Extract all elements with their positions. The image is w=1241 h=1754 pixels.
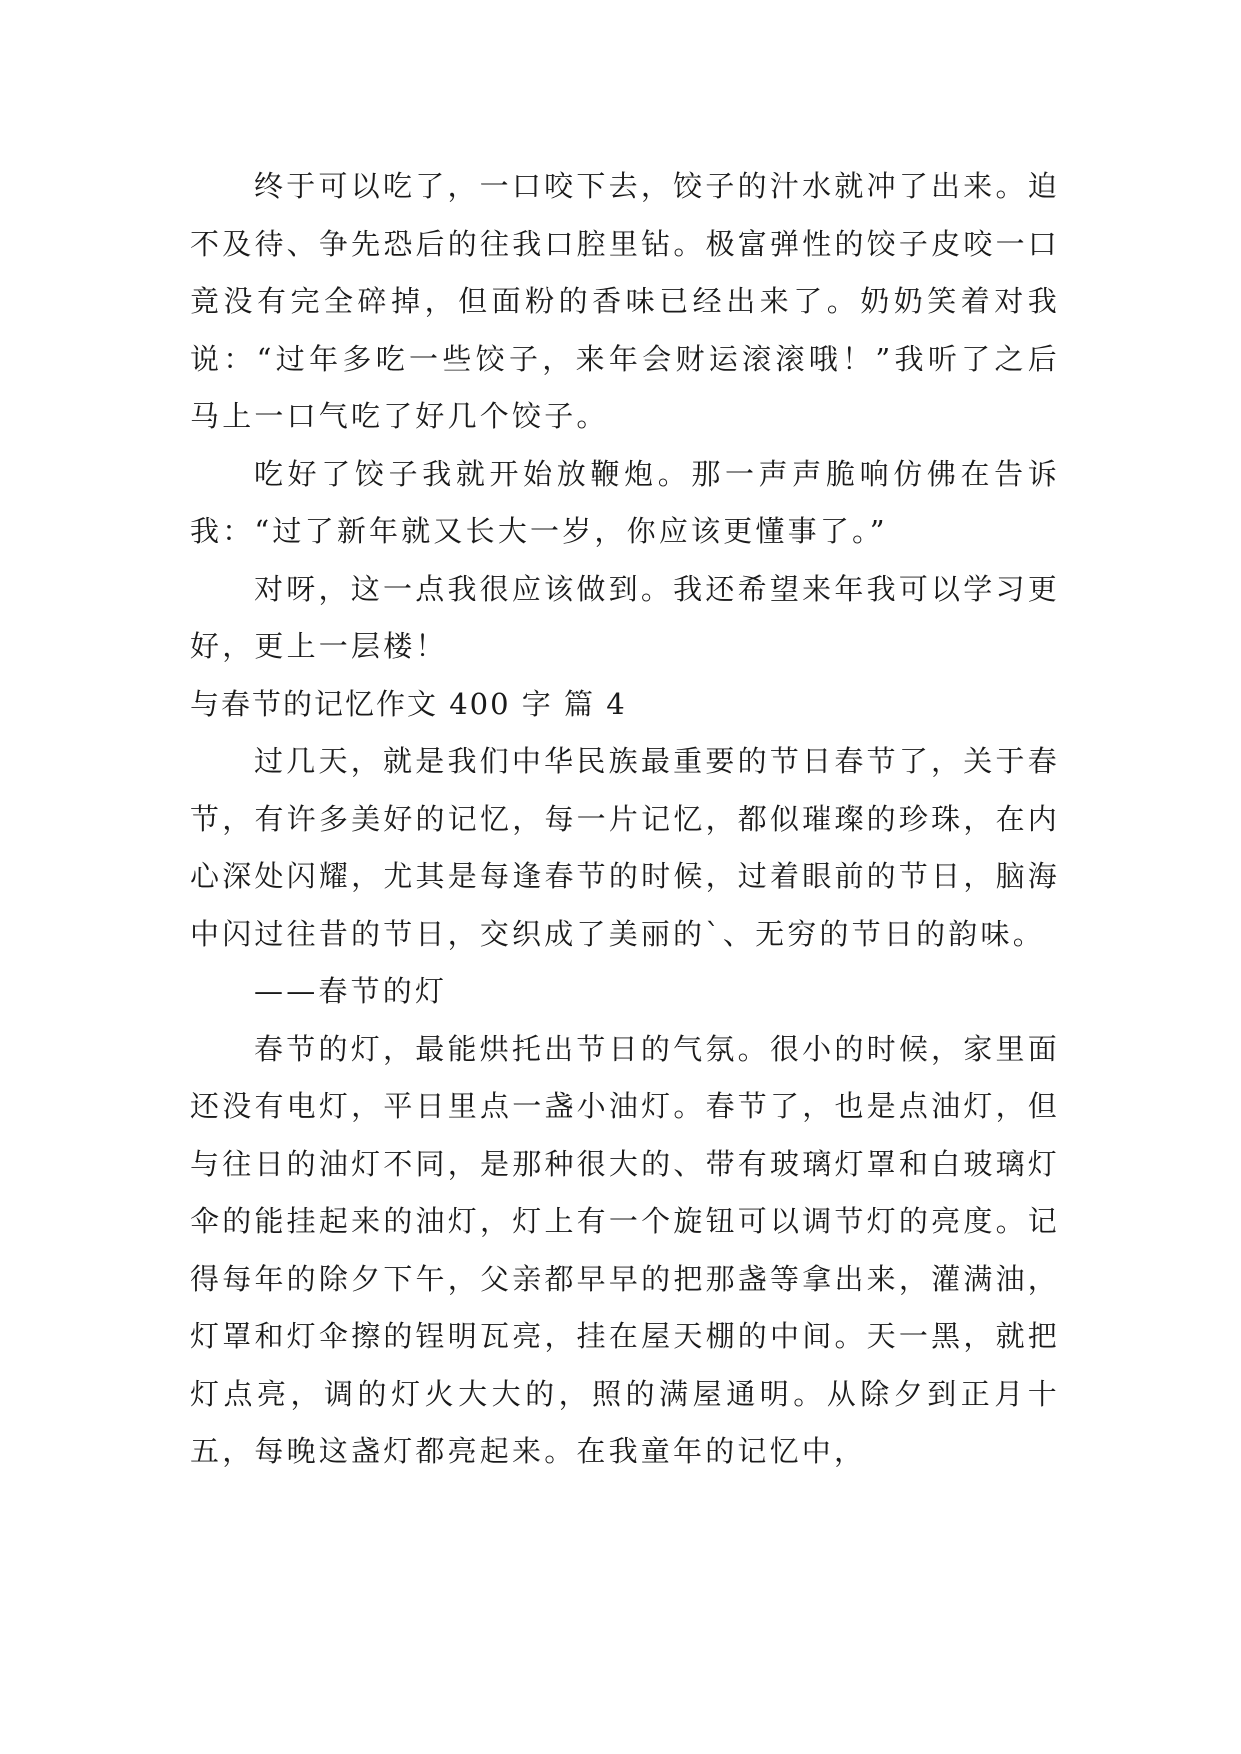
- paragraph-dumplings: 终于可以吃了，一口咬下去，饺子的汁水就冲了出来。迫不及待、争先恐后的往我口腔里钻。极富弹性的饺子皮咬一口竟没有完全碎掉，但面粉的香味已经出来了。奶奶笑着对我说：“过年多吃一些饺子，来年会财运滚滚哦！”我听了之后马上一口气吃了好几个饺子。: [190, 169, 1060, 433]
- paragraph-firecrackers: 吃好了饺子我就开始放鞭炮。那一声声脆响仿佛在告诉我：“过了新年就又长大一岁，你应该更懂事了。”: [190, 456, 1060, 548]
- paragraph-lamp: 春节的灯，最能烘托出节日的气氛。很小的时候，家里面还没有电灯，平日里点一盏小油灯。春节了，也是点油灯，但与往日的油灯不同，是那种很大的、带有玻璃灯罩和白玻璃灯伞的能挂起来的油灯，灯上有一个旋钮可以调节灯的亮度。记得每年的除夕下午，父亲都早早的把那盏等拿出来，灌满油，灯罩和灯伞擦的锃明瓦亮，挂在屋天棚的中间。天一黑，就把灯点亮，调的灯火大大的，照的满屋通明。从除夕到正月十五，每晚这盏灯都亮起来。在我童年的记忆中，: [190, 1031, 1060, 1468]
- section-heading: 与春节的记忆作文 400 字 篇 4: [190, 686, 627, 721]
- paragraph-wish: 对呀，这一点我很应该做到。我还希望来年我可以学习更好，更上一层楼！: [190, 571, 1060, 663]
- subheading-lamp: ——春节的灯: [254, 974, 448, 1008]
- document-page: [190, 158, 1060, 1481]
- paragraph-intro: 过几天，就是我们中华民族最重要的节日春节了，关于春节，有许多美好的记忆，每一片记忆，都似璀璨的珍珠，在内心深处闪耀，尤其是每逢春节的时候，过着眼前的节日，脑海中闪过往昔的节日，交织成了美丽的`、无穷的节日的韵味。: [190, 744, 1060, 951]
